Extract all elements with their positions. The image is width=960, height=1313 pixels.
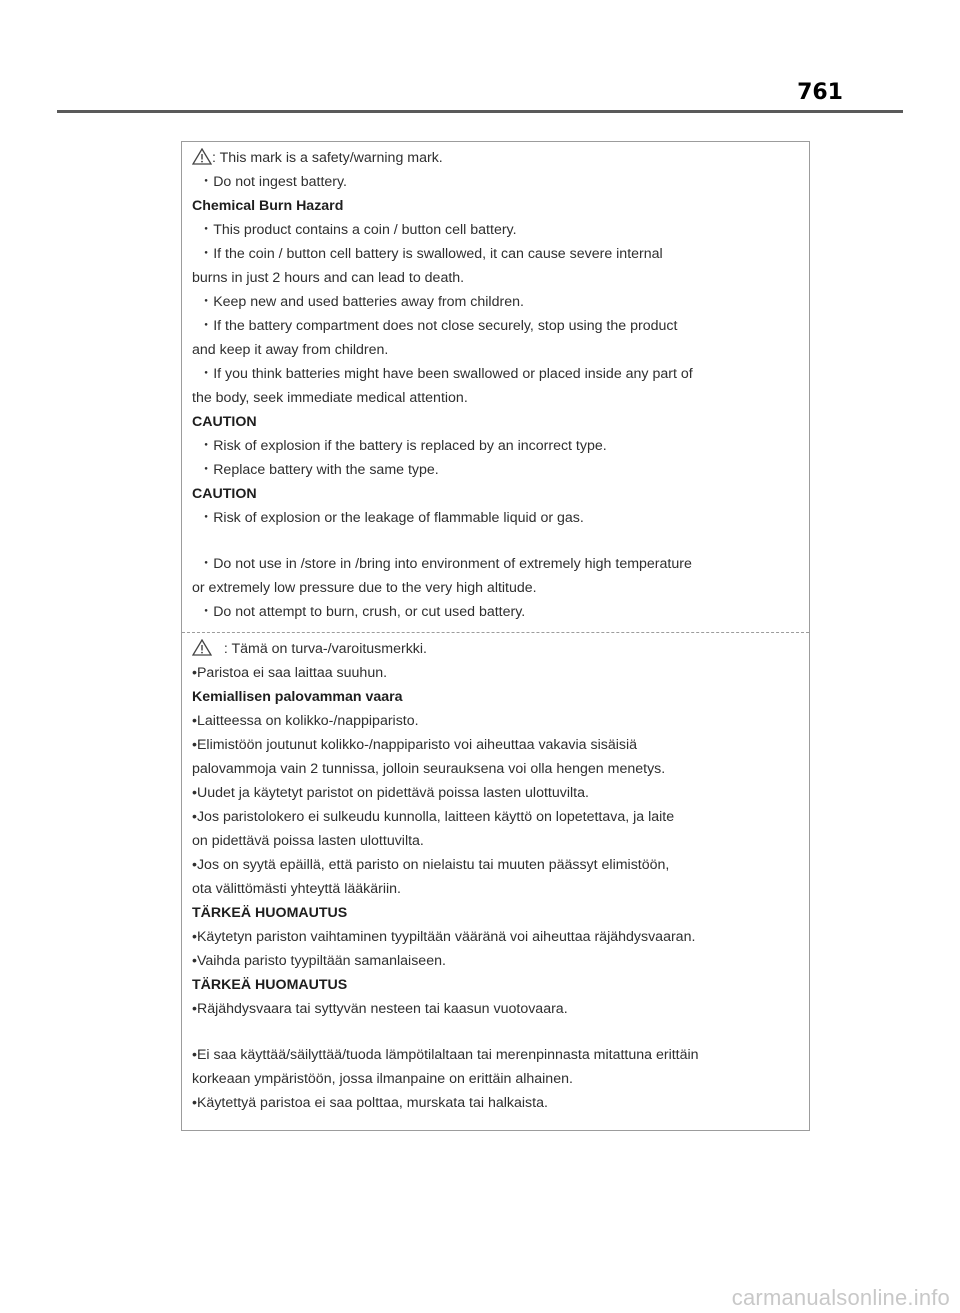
no-ingest-text: ・Do not ingest battery. [199, 174, 347, 190]
swallowed-text-1: ・If the coin / button cell battery is swallowed, it can cause severe internal [199, 246, 663, 262]
fi-mark-note-line [192, 639, 427, 659]
fi-mark-note-text: : Tämä on turva-/varoitusmerkki. [223, 641, 427, 657]
fi-contains-text: •Laitteessa on kolikko-/nappiparisto. [192, 713, 419, 729]
battery-safety-notice [181, 141, 810, 1131]
fi-swallowed-text-2: palovammoja vain 2 tunnissa, jolloin seurauksena voi olla hengen menetys. [192, 761, 666, 777]
environment-text-2: or extremely low pressure due to the very high altitude. [192, 580, 537, 596]
fi-think-swallowed-text-1: •Jos on syytä epäillä, että paristo on nielaistu tai muuten päässyt elimistöön, [192, 857, 670, 873]
warning-triangle-icon [192, 639, 212, 656]
no-burn-text: ・Do not attempt to burn, crush, or cut used battery. [199, 604, 526, 620]
mark-note-line [192, 148, 443, 168]
fi-risk-incorrect-text: •Käytetyn pariston vaihtaminen tyypiltään vääränä voi aiheuttaa räjähdysvaaran. [192, 929, 696, 945]
fi-compartment-text-1: •Jos paristolokero ei sulkeudu kunnolla, laitteen käyttö on lopetettava, ja laite [192, 809, 675, 825]
mark-note-text: : This mark is a safety/warning mark. [212, 150, 443, 166]
environment-text-1: ・Do not use in /store in /bring into environment of extremely high temperature [199, 556, 692, 572]
caution-heading-2: CAUTION [192, 486, 257, 502]
finnish-section [182, 632, 809, 1130]
keep-away-text: ・Keep new and used batteries away from children. [199, 294, 524, 310]
fi-caution-heading-2: TÄRKEÄ HUOMAUTUS [192, 977, 348, 993]
header-rule [57, 110, 903, 113]
english-section [182, 142, 809, 632]
risk-leakage-text: ・Risk of explosion or the leakage of flammable liquid or gas. [199, 510, 584, 526]
fi-caution-heading-1: TÄRKEÄ HUOMAUTUS [192, 905, 348, 921]
fi-swallowed-text-1: •Elimistöön joutunut kolikko-/nappiparisto voi aiheuttaa vakavia sisäisiä [192, 737, 638, 753]
warning-triangle-icon [192, 148, 212, 165]
risk-incorrect-text: ・Risk of explosion if the battery is replaced by an incorrect type. [199, 438, 607, 454]
chemical-burn-heading: Chemical Burn Hazard [192, 198, 344, 214]
contains-text: ・This product contains a coin / button cell battery. [199, 222, 517, 238]
fi-chemical-burn-heading: Kemiallisen palovamman vaara [192, 689, 403, 705]
watermark-text: carmanualsonline.info [731, 1285, 950, 1310]
fi-compartment-text-2: on pidettävä poissa lasten ulottuvilta. [192, 833, 424, 849]
fi-no-ingest-text: •Paristoa ei saa laittaa suuhun. [192, 665, 388, 681]
fi-think-swallowed-text-2: ota välittömästi yhteyttä lääkäriin. [192, 881, 401, 897]
compartment-text-2: and keep it away from children. [192, 342, 389, 358]
fi-replace-same-text: •Vaihda paristo tyypiltään samanlaiseen. [192, 953, 446, 969]
fi-no-burn-text: •Käytettyä paristoa ei saa polttaa, murskata tai halkaista. [192, 1095, 548, 1111]
fi-risk-leakage-text: •Räjähdysvaara tai syttyvän nesteen tai kaasun vuotovaara. [192, 1001, 568, 1017]
fi-environment-text-1: •Ei saa käyttää/säilyttää/tuoda lämpötilaltaan tai merenpinnasta mitattuna erittäin [192, 1047, 699, 1063]
think-swallowed-text-2: the body, seek immediate medical attention. [192, 390, 468, 406]
page-number: 761 [797, 80, 843, 105]
fi-environment-text-2: korkeaan ympäristöön, jossa ilmanpaine on erittäin alhainen. [192, 1071, 573, 1087]
fi-keep-away-text: •Uudet ja käytetyt paristot on pidettävä poissa lasten ulottuvilta. [192, 785, 589, 801]
swallowed-text-2: burns in just 2 hours and can lead to death. [192, 270, 465, 286]
compartment-text-1: ・If the battery compartment does not close securely, stop using the product [199, 318, 678, 334]
replace-same-text: ・Replace battery with the same type. [199, 462, 439, 478]
think-swallowed-text-1: ・If you think batteries might have been swallowed or placed inside any part of [199, 366, 693, 382]
caution-heading-1: CAUTION [192, 414, 257, 430]
